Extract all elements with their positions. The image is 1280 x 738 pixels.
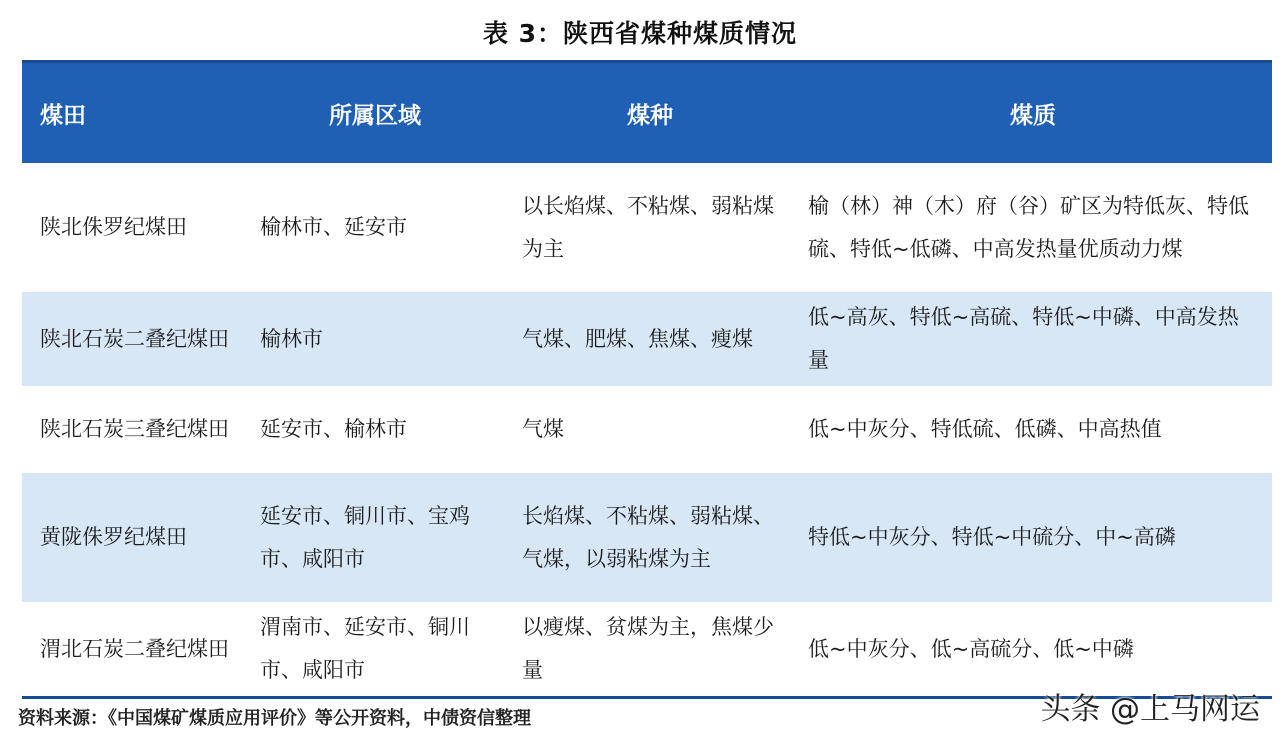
watermark: 头条 @上马网运 <box>1040 692 1260 727</box>
cell-coalfield: 渭北石炭二叠纪煤田 <box>22 602 244 698</box>
header-coal-quality: 煤质 <box>794 62 1272 164</box>
cell-region: 榆林市 <box>244 292 506 386</box>
cell-coal-type: 以瘦煤、贫煤为主，焦煤少量 <box>506 602 794 698</box>
cell-coal-type: 以长焰煤、不粘煤、弱粘煤为主 <box>506 163 794 292</box>
table-row <box>22 163 1272 292</box>
header-row <box>22 62 1272 164</box>
coal-quality-table <box>22 60 1272 699</box>
cell-coal-quality: 特低~中灰分、特低~中硫分、中~高磷 <box>794 473 1272 602</box>
cell-coal-quality: 低~中灰分、低~高硫分、低~中磷 <box>794 602 1272 698</box>
cell-region: 榆林市、延安市 <box>244 163 506 292</box>
cell-coal-type: 气煤 <box>506 386 794 473</box>
cell-coalfield: 陕北侏罗纪煤田 <box>22 163 244 292</box>
header-region: 所属区域 <box>244 62 506 164</box>
table-row <box>22 473 1272 602</box>
cell-region: 渭南市、延安市、铜川市、咸阳市 <box>244 602 506 698</box>
cell-coal-type: 长焰煤、不粘煤、弱粘煤、气煤，以弱粘煤为主 <box>506 473 794 602</box>
cell-coalfield: 陕北石炭二叠纪煤田 <box>22 292 244 386</box>
cell-region: 延安市、榆林市 <box>244 386 506 473</box>
cell-coalfield: 陕北石炭三叠纪煤田 <box>22 386 244 473</box>
table-row <box>22 292 1272 386</box>
cell-coal-quality: 榆（林）神（木）府（谷）矿区为特低灰、特低硫、特低~低磷、中高发热量优质动力煤 <box>794 163 1272 292</box>
cell-coalfield: 黄陇侏罗纪煤田 <box>22 473 244 602</box>
source-note: 资料来源：《中国煤矿煤质应用评价》等公开资料，中债资信整理 <box>18 708 531 729</box>
cell-coal-quality: 低~高灰、特低~高硫、特低~中磷、中高发热量 <box>794 292 1272 386</box>
table-row <box>22 386 1272 473</box>
header-coalfield: 煤田 <box>22 62 244 164</box>
cell-region: 延安市、铜川市、宝鸡市、咸阳市 <box>244 473 506 602</box>
cell-coal-quality: 低~中灰分、特低硫、低磷、中高热值 <box>794 386 1272 473</box>
header-coal-type: 煤种 <box>506 62 794 164</box>
cell-coal-type: 气煤、肥煤、焦煤、瘦煤 <box>506 292 794 386</box>
table-title: 表 3：陕西省煤种煤质情况 <box>482 19 798 48</box>
